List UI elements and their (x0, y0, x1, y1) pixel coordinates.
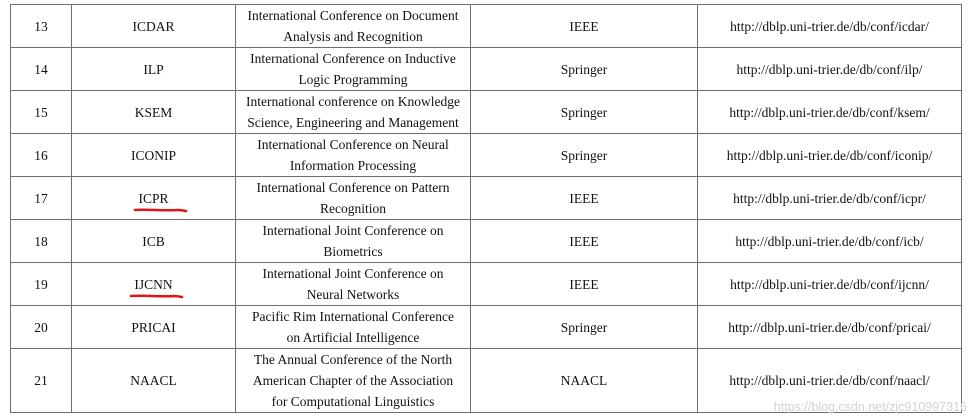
abbreviation-text: ICB (142, 233, 165, 249)
table-row (11, 5, 962, 48)
table-row (11, 48, 962, 91)
abbreviation-cell (72, 48, 236, 91)
red-underline-stroke (135, 209, 186, 210)
publisher: Springer (471, 134, 698, 177)
abbreviation-cell (72, 91, 236, 134)
row-number: 21 (11, 349, 72, 413)
abbreviation-cell (72, 349, 236, 413)
table-row (11, 134, 962, 177)
conference-name-line: Recognition (320, 201, 386, 216)
dblp-url[interactable]: http://dblp.uni-trier.de/db/conf/icb/ (698, 220, 962, 263)
conference-name-line: International Joint Conference on (262, 266, 444, 281)
publisher: Springer (471, 306, 698, 349)
conference-name-line: American Chapter of the Association (252, 373, 454, 388)
conference-name-cell (236, 5, 471, 48)
table-row (11, 91, 962, 134)
row-number: 14 (11, 48, 72, 91)
table-row (11, 306, 962, 349)
conference-name-cell (236, 48, 471, 91)
abbreviation-cell (72, 177, 236, 220)
conference-abbreviation (134, 274, 172, 295)
abbreviation-text: IJCNN (134, 276, 173, 292)
red-underline-stroke (131, 295, 182, 296)
conference-name-line: International Conference on Inductive (250, 51, 456, 66)
conference-abbreviation (131, 317, 175, 338)
publisher: Springer (471, 91, 698, 134)
conference-name-line: International Conference on Pattern (256, 180, 450, 195)
abbreviation-text: ICDAR (132, 18, 175, 34)
publisher: IEEE (471, 177, 698, 220)
conference-abbreviation (142, 231, 165, 252)
conference-table-body (11, 5, 962, 413)
abbreviation-text: ICONIP (130, 147, 176, 163)
abbreviation-text: ILP (143, 61, 164, 77)
publisher: Springer (471, 48, 698, 91)
conference-name-line: International Conference on Neural (257, 137, 449, 152)
conference-abbreviation (135, 102, 173, 123)
conference-abbreviation (143, 59, 163, 80)
dblp-url[interactable]: http://dblp.uni-trier.de/db/conf/ksem/ (698, 91, 962, 134)
abbreviation-text: ICPR (138, 190, 169, 206)
abbreviation-cell (72, 5, 236, 48)
row-number: 20 (11, 306, 72, 349)
dblp-url[interactable]: http://dblp.uni-trier.de/db/conf/iconip/ (698, 134, 962, 177)
abbreviation-cell (72, 306, 236, 349)
table-row (11, 263, 962, 306)
conference-name-cell (236, 306, 471, 349)
publisher: IEEE (471, 220, 698, 263)
table-row (11, 177, 962, 220)
dblp-url[interactable]: http://dblp.uni-trier.de/db/conf/pricai/ (698, 306, 962, 349)
row-number: 16 (11, 134, 72, 177)
dblp-url[interactable]: http://dblp.uni-trier.de/db/conf/naacl/ (698, 349, 962, 413)
publisher: NAACL (471, 349, 698, 413)
conference-name-cell (236, 134, 471, 177)
conference-name-cell (236, 91, 471, 134)
abbreviation-text: PRICAI (131, 319, 176, 335)
row-number: 13 (11, 5, 72, 48)
conference-name-line: on Artificial Intelligence (286, 330, 420, 345)
abbreviation-cell (72, 263, 236, 306)
red-underline-mark (130, 292, 190, 302)
dblp-url[interactable]: http://dblp.uni-trier.de/db/conf/ilp/ (698, 48, 962, 91)
conference-name-line: International conference on Knowledge (245, 94, 461, 109)
abbreviation-text: NAACL (130, 373, 177, 388)
conference-name-line: Neural Networks (306, 287, 400, 302)
conference-abbreviation (138, 188, 168, 209)
red-underline-mark (134, 206, 194, 216)
conference-name-line: Biometrics (323, 244, 383, 259)
conference-table (10, 4, 962, 413)
row-number: 17 (11, 177, 72, 220)
conference-name-line: The Annual Conference of the North (253, 352, 453, 367)
conference-abbreviation (131, 145, 176, 166)
conference-name-line: Science, Engineering and Management (247, 115, 459, 130)
watermark: https://blog.csdn.net/zjc910997316 (773, 400, 967, 414)
abbreviation-cell (72, 134, 236, 177)
row-number: 18 (11, 220, 72, 263)
conference-name-line: Analysis and Recognition (283, 29, 423, 44)
conference-name-cell (236, 349, 471, 413)
conference-name-line: International Conference on Document (247, 8, 459, 23)
dblp-url[interactable]: http://dblp.uni-trier.de/db/conf/ijcnn/ (698, 263, 962, 306)
publisher: IEEE (471, 5, 698, 48)
conference-name-cell (236, 220, 471, 263)
conference-name-cell (236, 263, 471, 306)
conference-name-line: Logic Programming (298, 72, 408, 87)
row-number: 15 (11, 91, 72, 134)
conference-name-cell (236, 177, 471, 220)
conference-abbreviation (130, 370, 177, 391)
conference-name-line: Pacific Rim International Conference (251, 309, 455, 324)
conference-abbreviation (132, 16, 174, 37)
conference-name-line: for Computational Linguistics (271, 394, 435, 409)
abbreviation-text: KSEM (134, 104, 173, 120)
publisher: IEEE (471, 263, 698, 306)
table-row (11, 220, 962, 263)
row-number: 19 (11, 263, 72, 306)
dblp-url[interactable]: http://dblp.uni-trier.de/db/conf/icpr/ (698, 177, 962, 220)
abbreviation-cell (72, 220, 236, 263)
conference-name-line: International Joint Conference on (262, 223, 444, 238)
dblp-url[interactable]: http://dblp.uni-trier.de/db/conf/icdar/ (698, 5, 962, 48)
conference-name-line: Information Processing (289, 158, 417, 173)
